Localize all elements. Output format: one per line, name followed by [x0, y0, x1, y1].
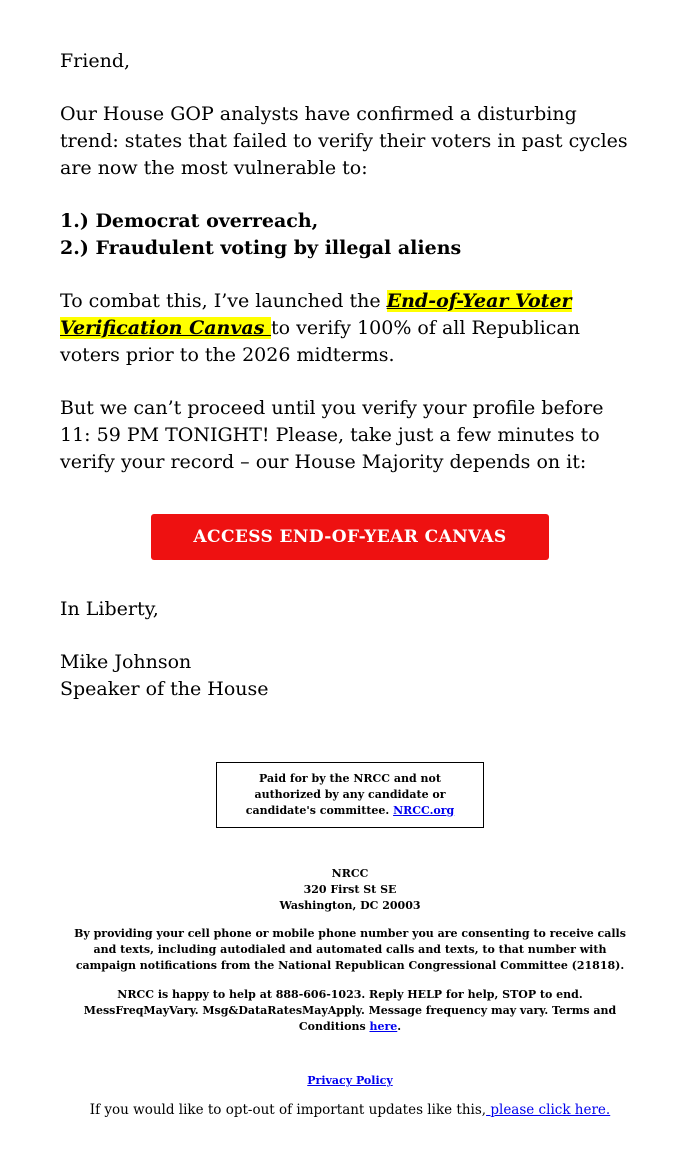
help-text: NRCC is happy to help at 888-606-1023. Reply HELP for help, STOP to end. MessFreqMayVary. Msg&DataRatesMayApply. Message frequency may vary. Terms and Conditions: [83, 988, 617, 1034]
end-of-year-canvas-link[interactable]: End-of-Year Voter Verification Canvas: [60, 289, 572, 339]
terms-here-link[interactable]: here: [369, 1020, 398, 1034]
signoff: In Liberty,: [60, 597, 159, 620]
nrcc-org-link[interactable]: NRCC.org: [393, 803, 455, 817]
optout-click-here-link[interactable]: please click here.: [486, 1102, 611, 1118]
fine-print-help: [70, 987, 630, 1035]
footer-org: NRCC: [331, 866, 369, 880]
footer-address-line1: 320 First St SE: [303, 882, 397, 896]
address-block: [60, 866, 640, 914]
signature-name: Mike Johnson: [60, 650, 192, 673]
email-footer: [60, 866, 640, 1121]
footer-address-line2: Washington, DC 20003: [279, 898, 421, 912]
canvas-text-after: to verify 100% of all Republican voters prior to the 2026 midterms.: [60, 316, 580, 366]
fine-print-consent: By providing your cell phone or mobile phone number you are consenting to receive calls and texts, including autodialed and automated calls and texts, to that number with campaign notifications from the National Republican Congressional Committee (21818).: [74, 927, 626, 973]
paragraph-intro: Our House GOP analysts have confirmed a disturbing trend: states that failed to verify their voters in past cycles are now the most vulnerable to:: [60, 102, 628, 179]
access-canvas-button[interactable]: ACCESS END-OF-YEAR CANVAS: [151, 514, 548, 560]
paragraph-canvas: [60, 288, 640, 369]
list-item-2: 2.) Fraudulent voting by illegal aliens: [60, 236, 462, 259]
help-text-period: .: [397, 1020, 402, 1034]
privacy-policy-link[interactable]: Privacy Policy: [307, 1074, 393, 1088]
privacy-row: [60, 1073, 640, 1089]
greeting: Friend,: [60, 50, 131, 72]
signature-block: [60, 649, 640, 704]
signature-title: Speaker of the House: [60, 678, 269, 701]
optout-row: [60, 1101, 640, 1121]
disclaimer-text: Paid for by the NRCC and not authorized by any candidate or candidate's committee.: [245, 771, 446, 817]
paid-for-disclaimer-box: [216, 762, 484, 828]
cta-button-row: [60, 514, 640, 560]
email-body: [60, 48, 640, 704]
optout-text: If you would like to opt-out of important updates like this,: [89, 1102, 487, 1118]
list-item-1: 1.) Democrat overreach,: [60, 209, 319, 232]
paragraph-deadline: But we can’t proceed until you verify your profile before 11: 59 PM TONIGHT! Please, take just a few minutes to verify your record – our House Majority depends on it:: [60, 396, 604, 473]
numbered-list: [60, 208, 640, 262]
canvas-text-before: To combat this, I’ve launched the: [60, 289, 387, 312]
